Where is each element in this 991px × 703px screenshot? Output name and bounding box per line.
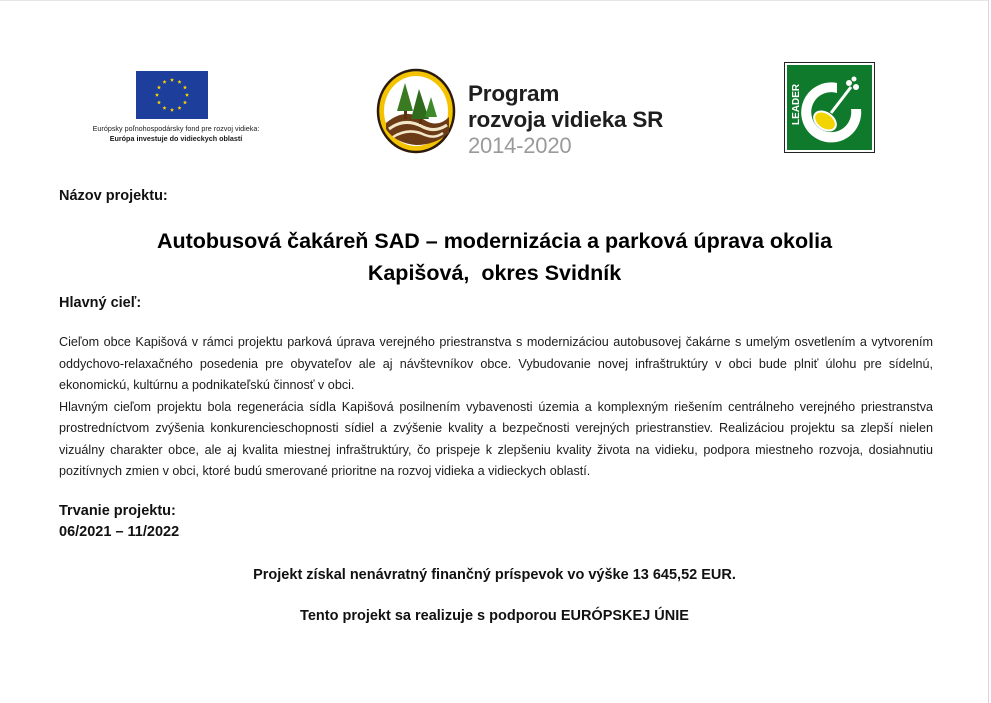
eu-caption-line2: Európa investuje do vidieckych oblastí bbox=[109, 134, 243, 143]
goal-paragraph-1: Cieľom obce Kapišová v rámci projektu parková úprava verejného priestranstva s modernizáciou autobusovej čakárne s umelým osvetlením a vytvorením oddychovo-relaxačného posedenia pre obyvateľov ale aj návštevníkov obce. Vybudovanie novej infraštruktúry v obci bude plniť úlohu pre sídelnú, ekonomickú, kultúrnu a podnikateľskú činnosť v obci. bbox=[59, 335, 933, 392]
leader-logo bbox=[784, 62, 875, 153]
prv-line1: Program bbox=[468, 81, 560, 106]
project-name-label: Názov projektu: bbox=[59, 188, 168, 204]
main-goal-description bbox=[59, 332, 933, 483]
leader-emblem-icon bbox=[785, 63, 874, 152]
eu-caption bbox=[82, 124, 270, 144]
eu-flag-icon bbox=[136, 71, 208, 119]
goal-paragraph-2: Hlavným cieľom projektu bola regenerácia sídla Kapišová posilnením vybavenosti územia a komplexným riešením centrálneho verejného priestranstva prostredníctvom zvýšenia konkurencieschopnosti sídiel a zvýšenie kvality a bezpečnosti verejných priestranstiev. Realizáciou projektu sa zlepší nielen vizuálny charakter obce, ale aj kvalita miestnej infraštruktúry, čo prispeje k zlepšeniu kvality života na vidieku, podpora miestneho rozvoja, dosiahnutiu pozitívnych zmien v obci, ktoré budú smerované prioritne na rozvoj vidieka a vidieckych oblastí. bbox=[59, 399, 933, 478]
project-title bbox=[0, 225, 989, 289]
prv-logo bbox=[375, 67, 675, 157]
logo-row bbox=[0, 61, 989, 161]
funding-statement: Projekt získal nenávratný finančný príspevok vo výške 13 645,52 EUR. bbox=[253, 567, 736, 583]
eu-support-statement: Tento projekt sa realizuje s podporou EURÓPSKEJ ÚNIE bbox=[300, 608, 689, 624]
duration-label: Trvanie projektu: bbox=[59, 503, 176, 519]
main-goal-label: Hlavný cieľ: bbox=[59, 295, 142, 311]
prv-line2: rozvoja vidieka SR bbox=[468, 107, 664, 132]
duration-value: 06/2021 – 11/2022 bbox=[59, 524, 180, 540]
eu-caption-line1: Európsky poľnohospodársky fond pre rozvoj vidieka: bbox=[92, 124, 260, 133]
eu-logo bbox=[82, 71, 282, 144]
prv-text bbox=[468, 81, 663, 159]
project-duration bbox=[59, 501, 179, 543]
prv-emblem-icon bbox=[375, 67, 457, 155]
prv-years: 2014-2020 bbox=[468, 133, 572, 158]
project-title-line2: Kapišová, okres Svidník bbox=[367, 261, 622, 285]
project-title-line1: Autobusová čakáreň SAD – modernizácia a parková úprava okolia bbox=[156, 229, 833, 253]
leader-text: LEADER bbox=[791, 83, 802, 125]
